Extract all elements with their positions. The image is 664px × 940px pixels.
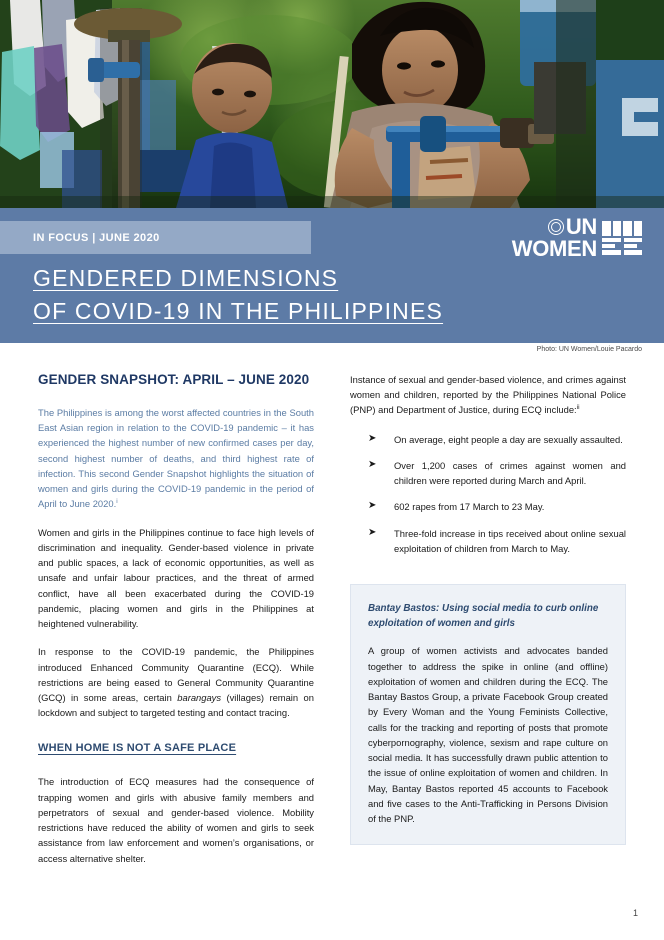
in-focus-badge-label: IN FOCUS | JUNE 2020 xyxy=(33,231,160,244)
paragraph-three-part-1: In response to the COVID-19 pandemic, the Philippines introduced Enhanced Community Quarantine (ECQ). While restrictions are being eased to General Community Quarantine (GCQ) in some areas, certain xyxy=(38,646,314,703)
logo-line-un: UN xyxy=(565,214,597,239)
intro-footnote-marker: i xyxy=(116,498,118,506)
callout-heading: Bantay Bastos: Using social media to curb online exploitation of women and girls xyxy=(368,603,599,630)
section-heading: GENDER SNAPSHOT: APRIL – JUNE 2020 xyxy=(38,372,310,387)
page-title-line-1: GENDERED DIMENSIONS xyxy=(33,265,339,291)
bantay-bastos-callout xyxy=(350,584,626,845)
un-women-logomark-icon xyxy=(602,221,642,255)
in-focus-badge xyxy=(0,221,311,254)
list-item xyxy=(368,458,626,488)
un-emblem-icon xyxy=(548,219,564,235)
page-number: 1 xyxy=(632,908,638,918)
list-item xyxy=(368,526,626,556)
page-title xyxy=(33,262,443,329)
left-column xyxy=(38,372,314,879)
list-item xyxy=(368,499,626,514)
list-item-text: 602 rapes from 17 March to 23 May. xyxy=(394,501,545,513)
paragraph-four: The introduction of ECQ measures had the consequence of trapping women and girls with abusive family members and perpetrators of sexual and gender-based violence. Mobility restrictions have reduced the ability of women and girls to seek assistance from law enforcement and women’s organisations, or access alternative shelter. xyxy=(38,776,314,864)
photo-credit: Photo: UN Women/Louie Pacardo xyxy=(536,346,642,353)
list-item-text: Three-fold increase in tips received about online sexual exploitation of children from March to May. xyxy=(394,527,626,554)
right-intro-footnote-marker: ii xyxy=(576,404,580,412)
callout-body: A group of women activists and advocates banded together to address the spike in online (and offline) exploitation of women and children during the ECQ. The Bantay Bastos Group, a private Facebook Group created by Every Woman and the Young Feminists Collective, calls for the tracking and reporting of posts that promote cyberpornography, violence, sexism and rape culture on social media. It has successfully drawn public attention to the issue of online exploitation of women and children. In May, Bantay Bastos reported 45 accounts to Facebook and five cases to the Anti-Trafficking in Persons Division of the PNP. xyxy=(368,645,608,825)
paragraph-three-italic-term: barangays xyxy=(177,691,222,703)
intro-paragraph xyxy=(38,405,314,512)
right-column xyxy=(350,372,626,845)
body-columns xyxy=(0,372,664,932)
arrow-bullet-icon: ➤ xyxy=(368,432,377,444)
statistics-list xyxy=(350,432,626,556)
arrow-bullet-icon: ➤ xyxy=(368,458,377,470)
paragraph-three xyxy=(38,644,314,720)
logo-line-women: WOMEN xyxy=(511,235,597,261)
paragraph-three-part-2: (villages) remain on lockdown and subject to targeted testing and contact tracing. xyxy=(38,691,314,719)
hero-photo-illustration xyxy=(0,0,664,208)
un-women-logo xyxy=(512,216,642,259)
intro-paragraph-text: The Philippines is among the worst affected countries in the South East Asian region in relation to the COVID-19 pandemic – it has experienced the highest number of new confirmed cases per day, second highest number of deaths, and third highest rate of infection. This second Gender Snapshot highlights the situation of women and girls during the COVID-19 pandemic in the period of April to June 2020. xyxy=(38,407,314,510)
paragraph-two: Women and girls in the Philippines continue to face high levels of discrimination and inequality. Gender-based violence in private and public spaces, a lack of economic opportunities, as well as unsafe and unfair labour practices, and the threat of armed conflict, have all been exacerbated during the COVID-19 pandemic, placing women and girls in the Philippines at heightened vulnerability. xyxy=(38,526,314,630)
un-women-logo-text xyxy=(512,216,597,259)
title-band xyxy=(0,208,664,343)
list-item-text: Over 1,200 cases of crimes against women and children were reported during March and April. xyxy=(394,459,626,487)
list-item xyxy=(368,432,626,447)
right-intro-paragraph xyxy=(350,372,626,418)
page-title-line-2: OF COVID-19 IN THE PHILIPPINES xyxy=(33,298,444,325)
hero-photo xyxy=(0,0,664,208)
sub-heading-when-home: WHEN HOME IS NOT A SAFE PLACE xyxy=(38,742,237,755)
list-item-text: On average, eight people a day are sexually assaulted. xyxy=(394,433,623,445)
arrow-bullet-icon: ➤ xyxy=(368,526,377,538)
right-intro-text: Instance of sexual and gender-based violence, and crimes against women and children, reported by the Philippines National Police (PNP) and Department of Justice, during ECQ include: xyxy=(350,374,626,416)
arrow-bullet-icon: ➤ xyxy=(368,500,377,512)
